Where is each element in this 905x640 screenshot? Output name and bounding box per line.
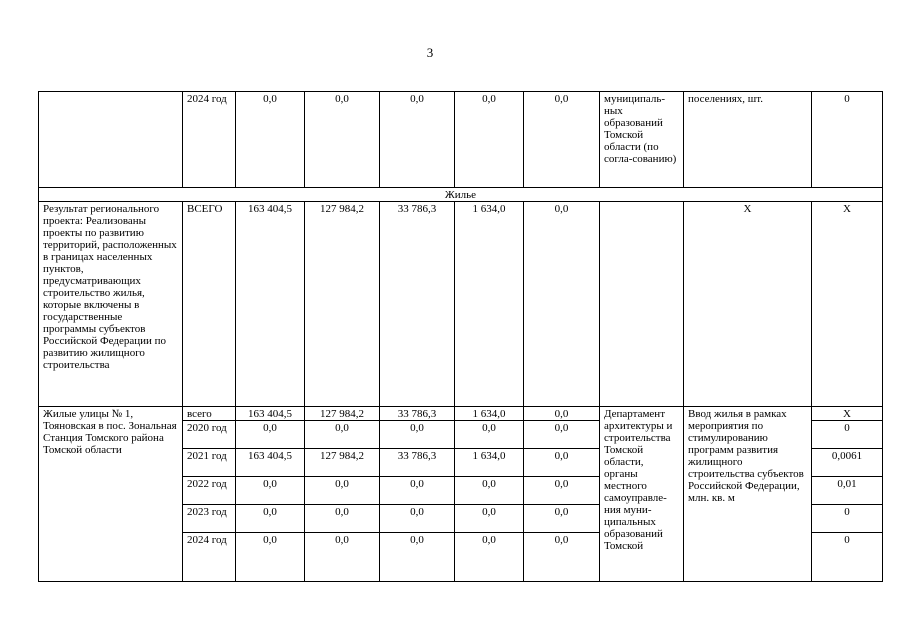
year-cell: 2020 год: [183, 421, 236, 449]
executor-cell: муниципаль-ных образований Томской области (по согла-сованию): [600, 92, 684, 188]
value-cell: 1 634,0: [455, 407, 524, 421]
value-cell: 0,0: [236, 505, 305, 533]
value-cell: 0,0: [380, 505, 455, 533]
value-cell: 0,0: [455, 92, 524, 188]
indicator-cell: поселениях, шт.: [684, 92, 812, 188]
value-cell: 163 404,5: [236, 202, 305, 407]
year-cell: всего: [183, 407, 236, 421]
value-cell: 0,0: [236, 477, 305, 505]
section-row: [39, 188, 883, 202]
value-cell: 0,0: [524, 421, 600, 449]
indicator-value-cell: 0: [812, 421, 883, 449]
section-title: Жилье: [39, 188, 883, 202]
value-cell: 0,0: [305, 92, 380, 188]
value-cell: 0,0: [455, 421, 524, 449]
indicator-value-cell: 0: [812, 92, 883, 188]
indicator-value-cell: X: [812, 202, 883, 407]
value-cell: 33 786,3: [380, 449, 455, 477]
value-cell: 127 984,2: [305, 407, 380, 421]
indicator-value-cell: 0: [812, 505, 883, 533]
value-cell: 127 984,2: [305, 449, 380, 477]
table-row: [39, 407, 883, 421]
value-cell: 0,0: [236, 92, 305, 188]
value-cell: 0,0: [305, 505, 380, 533]
value-cell: 163 404,5: [236, 449, 305, 477]
page-number: 3: [426, 45, 434, 60]
value-cell: 0,0: [455, 533, 524, 582]
result-name-cell: Результат регионального проекта: Реализованы проекты по развитию территорий, расположенных в границах населенных пунктов, предусматривающих строительство жилья, которые включены в государственные программы субъектов Российской Федерации по развитию жилищного строительства: [39, 202, 183, 407]
value-cell: 0,0: [524, 92, 600, 188]
year-cell: 2022 год: [183, 477, 236, 505]
year-cell: 2023 год: [183, 505, 236, 533]
value-cell: 33 786,3: [380, 407, 455, 421]
value-cell: 0,0: [455, 505, 524, 533]
year-cell: 2024 год: [183, 533, 236, 582]
year-cell: ВСЕГО: [183, 202, 236, 407]
budget-table: [38, 91, 883, 582]
value-cell: 0,0: [305, 421, 380, 449]
value-cell: 0,0: [236, 533, 305, 582]
value-cell: 0,0: [524, 202, 600, 407]
year-cell: 2024 год: [183, 92, 236, 188]
value-cell: 0,0: [380, 477, 455, 505]
project-indicator-cell: Ввод жилья в рамках мероприятия по стимулированию программ развития жилищного строительства субъектов Российской Федерации, млн. кв. м: [684, 407, 812, 582]
indicator-value-cell: 0,0061: [812, 449, 883, 477]
value-cell: 0,0: [380, 92, 455, 188]
value-cell: 0,0: [524, 449, 600, 477]
value-cell: 0,0: [524, 407, 600, 421]
value-cell: 0,0: [236, 421, 305, 449]
value-cell: 0,0: [524, 477, 600, 505]
indicator-value-cell: 0,01: [812, 477, 883, 505]
value-cell: 33 786,3: [380, 202, 455, 407]
value-cell: 0,0: [380, 533, 455, 582]
value-cell: 0,0: [524, 505, 600, 533]
value-cell: 0,0: [455, 477, 524, 505]
indicator-cell: X: [684, 202, 812, 407]
year-cell: 2021 год: [183, 449, 236, 477]
value-cell: 163 404,5: [236, 407, 305, 421]
value-cell: 1 634,0: [455, 449, 524, 477]
table-row: [39, 202, 883, 407]
project-name-cell: Жилые улицы № 1, Тояновская в пос. Зональная Станция Томского района Томской области: [39, 407, 183, 582]
value-cell: 0,0: [305, 533, 380, 582]
indicator-value-cell: 0: [812, 533, 883, 582]
value-cell: 0,0: [380, 421, 455, 449]
value-cell: 0,0: [305, 477, 380, 505]
indicator-value-cell: X: [812, 407, 883, 421]
table-row: [39, 92, 883, 188]
value-cell: 0,0: [524, 533, 600, 582]
project-executor-cell: Департамент архитектуры и строительства Томской области, органы местного самоуправле-ния муни-ципальных образований Томской: [600, 407, 684, 582]
value-cell: 127 984,2: [305, 202, 380, 407]
value-cell: 1 634,0: [455, 202, 524, 407]
name-cell: [39, 92, 183, 188]
executor-cell: [600, 202, 684, 407]
